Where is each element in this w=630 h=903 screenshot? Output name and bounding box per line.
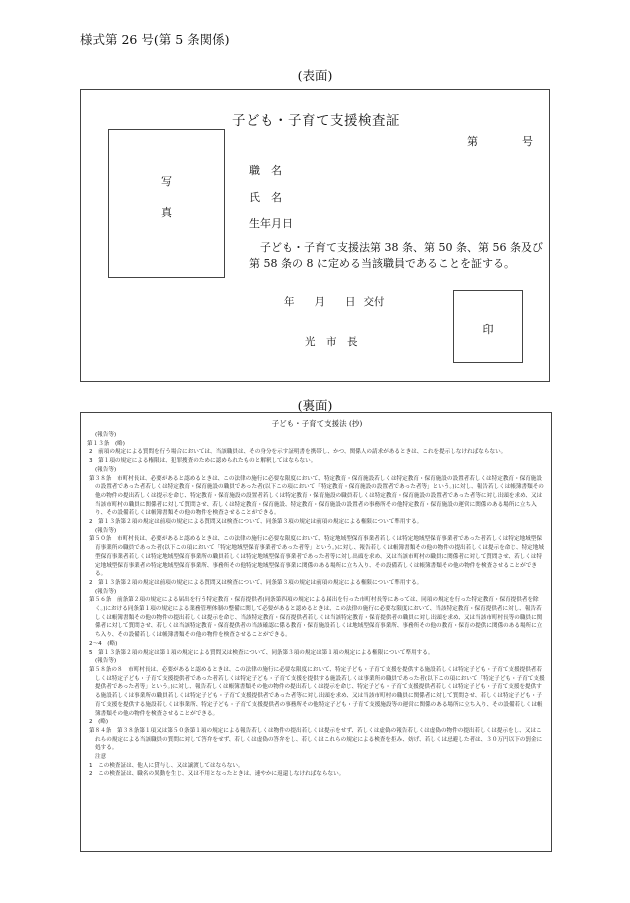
law-line: (報告等): [95, 466, 117, 473]
law-line: 第５０条 市町村長は、必要があると認めるときは、この法律の施行に必要な限度において、特定地域型保育事業者若しくは特定地域型保育事業者であった者若しくは特定地域型保育事業所の職員であった者(以下この項において「特定地域型保育事業者であった者等」という。)に対し、報告若しくは帳簿書類その他の物件の提出若しくは提示を命じ、特定地域型保育事業者若しくは特定地域型保育事業所の職員若しくは特定地域型保育事業者であった者等に対し出頭を求め、又は当該市町村の職員に関係者に対して質問させ、若しくは特定地域型保育事業者の特定地域型保育事業所、事務所その他特定地域型保育事業に関係のある場所に立ち入り、その設備若しくは帳簿書類その他の物件を検査させることができる。: [89, 536, 544, 578]
front-side-label: (表面): [297, 68, 333, 83]
issuer-mayor: 光 市 長: [305, 336, 358, 348]
certification-statement: 子ども・子育て支援法第 38 条、第 50 条、第 56 条及び第 58 条の 8 に定める当該職員であることを証する。: [249, 241, 543, 270]
law-line: 2 この検査証は、職名の異動を生じ、又は不用となったときは、速やかに返還しなければならない。: [89, 771, 345, 778]
certificate-back: [80, 412, 552, 852]
certificate-number: [467, 133, 533, 149]
law-line: 2 第１３条第２項の規定は前項の規定による質問又は検査について、同条第３項の規定は前項の規定による権限について準用する。: [89, 519, 423, 526]
issue-issued: 交付: [363, 296, 385, 308]
law-line: 2〜4 (略): [89, 640, 118, 647]
photo-box: [108, 129, 225, 278]
seal-label: 印: [482, 323, 494, 336]
law-line: 2 前項の規定による質問を行う場合においては、当該職員は、その身分を示す証明書を携帯し、かつ、関係人の請求があるときは、これを提示しなければならない。: [89, 449, 507, 456]
law-line: (報告等): [95, 658, 117, 665]
law-line: 5 第１３条第２項の規定は第１項の規定による質問又は検査について、同条第３項の規定は第１項の規定による権限について準用する。: [89, 649, 434, 656]
law-line: 1 この検査証は、他人に貸与し、又は譲渡してはならない。: [89, 762, 244, 769]
certificate-title: 子ども・子育て支援検査証: [232, 113, 400, 129]
issue-year: 年: [284, 296, 295, 308]
law-line: 注意: [95, 754, 107, 761]
law-excerpt-title: 子ども・子育て支援法 (抄): [271, 419, 363, 428]
law-line: 第５８条の８ 市町村長は、必要があると認めるときは、この法律の施行に必要な限度において、特定子ども・子育て支援を提供する施設若しくは特定子ども・子育て支援提供者若しくは特定子ども・子育て支援提供者であった者若しくは特定子ども・子育て支援を提供する施設若しくは事業所の職員であった者(以下この項において「特定子ども・子育て支援提供者であった者等」という。)に対し、報告若しくは帳簿書類その他の物件の提出若しくは提示を命じ、特定子ども・子育て支援提供者若しくは特定子ども・子育て支援を提供する施設若しくは事業所の職員若しくは特定子ども・子育て支援提供者であった者等に対し出頭を求め、又は当該市町村の職員に関係者に対して質問させ、若しくは特定子ども・子育て支援を提供する施設若しくは事業所、特定子ども・子育て支援提供者の事務所その他特定子ども・子育て支援施設等の運営に関係のある場所に立ち入り、その設備若しくは帳簿書類その他の物件を検査させることができる。: [89, 666, 545, 717]
birthdate-label: 生年月日: [249, 217, 293, 230]
number-dai: 第: [467, 135, 478, 148]
seal-box: [453, 290, 523, 363]
back-side-label: (裏面): [297, 398, 333, 413]
certificate-front: [80, 89, 550, 382]
law-line: 2 (略): [89, 719, 109, 726]
law-excerpt-body: [87, 431, 547, 779]
law-line: 第５６条 前条第２項の規定による届出を行う特定教育・保育提供者(同条第四項の規定による届出を行った市町村長等にあっては、同項の規定を行った特定教育・保育提供者を除く。)における同条第１項の規定による業務管理体制の整備に関して必要があると認めるときは、この法律の施行に必要な限度において、当該特定教育・保育提供者に対し、報告若しくは帳簿書類その他の物件の提出若しくは提示を命じ、当該特定教育・保育提供者若しくは当該特定教育・保育提供者の職員に対し出頭を求め、又は当該市町村長等の職員に関係者に対して質問させ、若しくは当該特定教育・保育提供者の当該確認に係る教育・保育施設若しくは地域型保育事業所、事務所その他の教育・保育の提供に関係のある場所に立ち入り、その設備若しくは帳簿書類その他の物件を検査させることができる。: [89, 597, 543, 639]
issue-day: 日: [345, 296, 356, 308]
law-line: (報告等): [95, 432, 117, 438]
issue-date: [284, 294, 385, 309]
form-number: 様式第 26 号(第 5 条関係): [80, 32, 230, 47]
photo-label-1: 写: [161, 175, 172, 188]
law-line: 第８４条 第３８条第１項又は第５０条第１項の規定による報告若しくは物件の提出若しくは提示をせず、若しくは虚偽の報告若しくは虚偽の物件の提出若しくは提示をし、又はこれらの規定による当該職員の質問に対して答弁をせず、若しくは虚偽の答弁をし、若しくはこれらの規定による検査を拒み、妨げ、若しくは忌避した者は、３０万円以下の罰金に処する。: [89, 727, 543, 752]
law-line: (報告等): [95, 527, 117, 534]
law-line: 2 第１３条第２項の規定は前項の規定による質問又は検査について、同条第３項の規定は前項の規定による権限について準用する。: [89, 579, 423, 586]
position-label: 職 名: [249, 164, 282, 177]
law-line: 第３８条 市町村長は、必要があると認めるときは、この法律の施行に必要な限度において、特定教育・保育施設若しくは特定教育・保育施設の設置者若しくは特定教育・保育施設の設置者であった者若しくは特定教育・保育施設の職員であった者(以下この項において「特定教育・保育施設の設置者であった者等」という。)に対し、報告若しくは帳簿書類その他の物件の提出若しくは提示を命じ、特定教育・保育施設の設置者若しくは特定教育・保育施設の職員若しくは特定教育・保育施設の設置者であった者等に対し出頭を求め、又は当該市町村の職員に関係者に対して質問させ、若しくは特定教育・保育施設、特定教育・保育施設の設置者の事務所その他特定教育・保育施設の運営に関係のある場所に立ち入り、その設備若しくは帳簿書類その他の物件を検査させることができる。: [89, 475, 544, 517]
law-line: (報告等): [95, 588, 117, 595]
name-label: 氏 名: [249, 191, 282, 204]
photo-label-2: 真: [161, 206, 172, 219]
law-line: 3 第１項の規定による権限は、犯罪捜査のために認められたものと解釈してはならない。: [89, 458, 317, 465]
law-line: 第１３条 (略): [87, 440, 125, 447]
issue-month: 月: [314, 296, 325, 308]
number-go: 号: [522, 135, 533, 148]
